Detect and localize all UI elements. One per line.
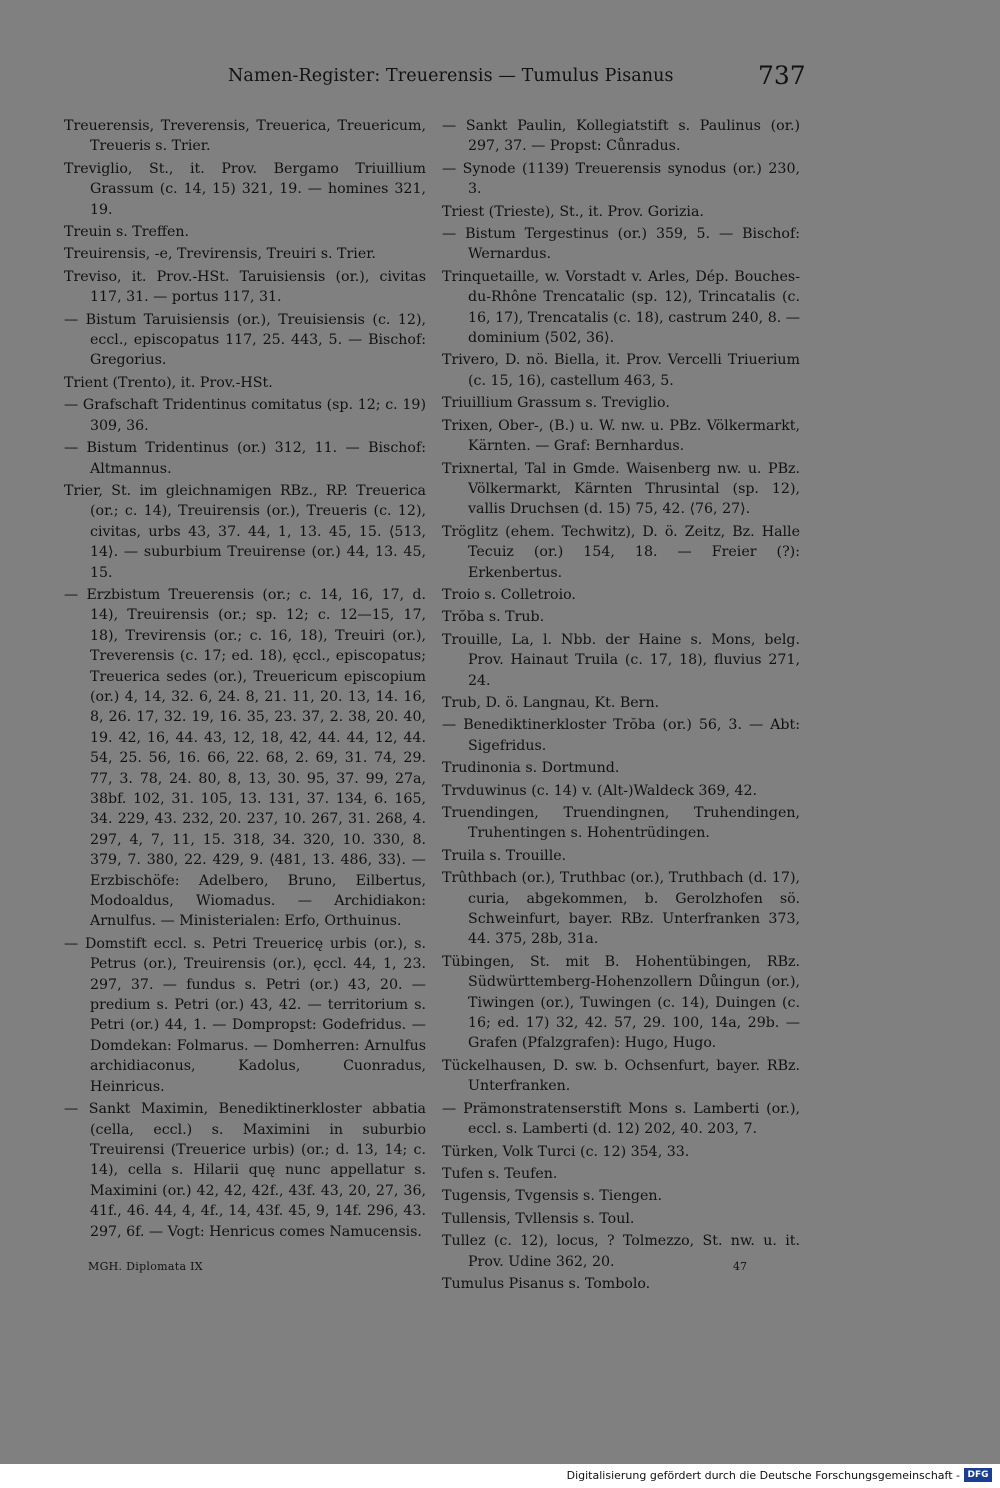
index-entry: Treuirensis, -e, Trevirensis, Treuiri s. Trier. <box>64 246 376 263</box>
index-entry: Truila s. Trouille. <box>442 847 567 864</box>
index-entry: Tullez (c. 12), locus, ? Tolmezzo, St. nw. u. it. Prov. Udine 362, 20. <box>442 1233 800 1270</box>
index-entry: Tugensis, Tvgensis s. Tiengen. <box>442 1188 662 1205</box>
index-entry: Trinquetaille, w. Vorstadt v. Arles, Dép. Bouches-du-Rhône Trencatalic (sp. 12), Trincatalis (c. 16, 17), Trencatalis (c. 18), castrum 240, 8. — dominium ⟨502, 36⟩. <box>442 268 800 347</box>
index-entry: Troio s. Colletroio. <box>442 586 576 603</box>
index-entry: Trub, D. ö. Langnau, Kt. Bern. <box>442 694 660 711</box>
index-entry: — Bistum Tridentinus (or.) 312, 11. — Bischof: Altmannus. <box>64 440 426 477</box>
running-header <box>0 61 1000 96</box>
index-entry: Trŏba s. Trub. <box>442 609 545 626</box>
index-entry: Treuin s. Treffen. <box>64 224 190 241</box>
index-entry: Tübingen, St. mit B. Hohentübingen, RBz. Südwürttemberg-Hohenzollern Důingun (or.), Tiwingen (or.), Tuwingen (c. 14), Duingen (c. 16; ed. 17) 32, 42. 57, 29. 100, 14a, 29b. — Grafen (Pfalzgrafen): Hugo, Hugo. <box>442 953 800 1052</box>
index-entry: — Erzbistum Treuerensis (or.; c. 14, 16, 17, d. 14), Treuirensis (or.; sp. 12; c. 12—15, 17, 18), Trevirensis (or.; c. 16, 18), Treuiri (or.), Treverensis (c. 17; ed. 18), ęccl., episcopatus; Treuerica sedes (or.), Treuericum episcopium (or.) 4, 14, 32. 6, 24. 8, 21. 11, 20. 13, 14. 16, 8, 26. 17, 32. 19, 16. 35, 23. 37, 2. 38, 20. 40, 19. 42, 16, 44. 43, 12, 18, 42, 44. 44, 12, 44. 54, 25. 56, 16. 66, 22. 68, 2. 69, 31. 74, 29. 77, 3. 78, 24. 80, 8, 13, 30. 95, 37. 99, 27a, 38bf. 102, 31. 105, 13. 131, 37. 134, 6. 165, 34. 229, 43. 232, 20. 237, 10. 267, 31. 268, 4. 297, 4, 7, 11, 15. 318, 34. 320, 10. 330, 8. 379, 7. 380, 22. 429, 9. ⟨481, 13. 486, 33⟩. — Erzbischöfe: Adelbero, Bruno, Eilbertus, Modoaldus, Wiomadus. — Archidiakon: Arnulfus. — Ministerialen: Erfo, Orthuinus. <box>64 586 426 930</box>
index-entry: — Sankt Maximin, Benediktinerkloster abbatia (cella, eccl.) s. Maximini in suburbio Treuirensi (Treuerice urbis) (or.; d. 13, 14; c. 14), cella s. Hilarii quę nunc appellatur s. Maximini (or.) 42, 42, 42f., 43f. 43, 20, 27, 36, 41f., 46. 44, 4, 4f., 14, 43f. 45, 9, 14f. 296, 43. 297, 6f. — Vogt: Henricus comes Namucensis. <box>64 1101 426 1240</box>
index-entry: Trûthbach (or.), Truthbac (or.), Truthbach (d. 17), curia, abgekommen, b. Gerolzhofen sö. Schweinfurt, bayer. RBz. Unterfranken 373, 44. 375, 28b, 31a. <box>442 870 800 948</box>
page-number: 737 <box>758 61 806 90</box>
index-entry: Tumulus Pisanus s. Tombolo. <box>442 1275 651 1292</box>
header-title: Namen-Register: Treuerensis — Tumulus Pisanus <box>228 66 674 86</box>
index-entry: Trvduwinus (c. 14) v. (Alt-)Waldeck 369, 42. <box>442 782 758 799</box>
index-entry: Treviglio, St., it. Prov. Bergamo Triuillium Grassum (c. 14, 15) 321, 19. — homines 321, 19. <box>64 160 426 218</box>
footer-signature: 47 <box>733 1260 747 1273</box>
index-entry: Trudinonia s. Dortmund. <box>442 760 620 777</box>
index-entry: — Benediktinerkloster Trŏba (or.) 56, 3. — Abt: Sigefridus. <box>442 717 800 754</box>
index-entry: — Prämonstratenserstift Mons s. Lamberti (or.), eccl. s. Lamberti (d. 12) 202, 40. 203, 7. <box>442 1100 800 1138</box>
index-entry: Trier, St. im gleichnamigen RBz., RP. Treuerica (or.; c. 14), Treuirensis (or.), Treueris (c. 12), civitas, urbs 43, 37. 44, 1, 13. 45, 15. ⟨513, 14⟩. — suburbium Treuirense (or.) 44, 13. 45, 15. <box>64 482 426 581</box>
index-entry: Trouille, La, l. Nbb. der Haine s. Mons, belg. Prov. Hainaut Truila (c. 17, 18), fluvius 271, 24. <box>442 631 800 689</box>
index-entry: — Grafschaft Tridentinus comitatus (sp. 12; c. 19) 309, 36. <box>64 397 426 434</box>
index-entry: Triest (Trieste), St., it. Prov. Gorizia. <box>442 203 704 220</box>
index-entry: Tückelhausen, D. sw. b. Ochsenfurt, bayer. RBz. Unterfranken. <box>442 1057 800 1095</box>
index-entry: Treviso, it. Prov.-HSt. Taruisiensis (or.), civitas 117, 31. — portus 117, 31. <box>64 268 426 306</box>
index-entry: — Domstift eccl. s. Petri Treuericę urbis (or.), s. Petrus (or.), Treuirensis (or.), ęccl. 44, 1, 23. 297, 37. — fundus s. Petri (or.) 43, 20. — predium s. Petri (or.) 43, 42. — territorium s. Petri (or.) 44, 1. — Dompropst: Godefridus. — Domdekan: Folmarus. — Domherren: Arnulfus archidiaconus, Kadolus, Cuonradus, Heinricus. <box>64 935 426 1095</box>
dfg-credit-text: Digitalisierung gefördert durch die Deutsche Forschungsgemeinschaft - <box>566 1469 960 1482</box>
index-entry: — Sankt Paulin, Kollegiatstift s. Paulinus (or.) 297, 37. — Propst: Cůnradus. <box>442 118 800 155</box>
index-entry: — Synode (1139) Treuerensis synodus (or.) 230, 3. <box>442 160 800 198</box>
dfg-logo: DFG <box>964 1468 992 1482</box>
right-column <box>442 116 800 1296</box>
index-entry: Türken, Volk Turci (c. 12) 354, 33. <box>442 1143 690 1160</box>
footer-series-title: MGH. Diplomata IX <box>88 1260 203 1273</box>
index-entry: Triuillium Grassum s. Treviglio. <box>442 395 670 412</box>
index-entry: Trixen, Ober-, (B.) u. W. nw. u. PBz. Völkermarkt, Kärnten. — Graf: Bernhardus. <box>442 417 800 455</box>
index-entry: — Bistum Taruisiensis (or.), Treuisiensis (c. 12), eccl., episcopatus 117, 25. 443, 5. — Bischof: Gregorius. <box>64 311 426 369</box>
index-entry: Tufen s. Teufen. <box>442 1165 558 1182</box>
index-entry: Tullensis, Tvllensis s. Toul. <box>442 1210 635 1227</box>
index-entry: — Bistum Tergestinus (or.) 359, 5. — Bischof: Wernardus. <box>442 226 800 263</box>
dfg-credit-bar <box>0 1464 1000 1488</box>
index-entry: Treuerensis, Treverensis, Treuerica, Treuericum, Treueris s. Trier. <box>64 118 426 155</box>
left-column <box>64 116 426 1244</box>
index-entry: Truendingen, Truendingnen, Truhendingen, Truhentingen s. Hohentrüdingen. <box>442 805 800 842</box>
index-entry: Tröglitz (ehem. Techwitz), D. ö. Zeitz, Bz. Halle Tecuiz (or.) 154, 18. — Freier (?): Erkenbertus. <box>442 523 800 581</box>
index-entry: Trixnertal, Tal in Gmde. Waisenberg nw. u. PBz. Völkermarkt, Kärnten Thrusintal (sp. 12), vallis Druchsen (d. 15) 75, 42. ⟨76, 27⟩. <box>442 460 800 518</box>
index-entry: Trient (Trento), it. Prov.-HSt. <box>64 374 273 391</box>
index-entry: Trivero, D. nö. Biella, it. Prov. Vercelli Triuerium (c. 15, 16), castellum 463, 5. <box>442 352 800 389</box>
